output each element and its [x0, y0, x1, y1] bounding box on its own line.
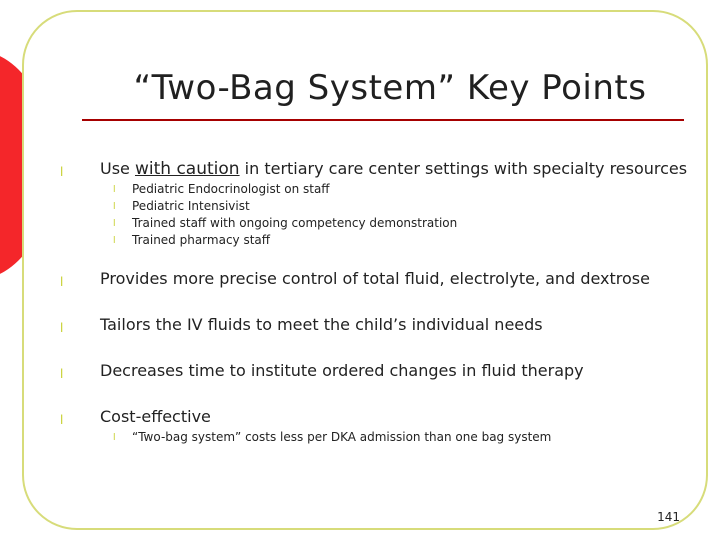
- bullet-icon: l: [60, 275, 64, 289]
- bullet-1-pre: Use: [100, 159, 135, 178]
- title-underline: [82, 119, 684, 121]
- sub-item-1-2: Pediatric Intensivist: [132, 199, 250, 213]
- bullet-item-2: Provides more precise control of total fluid, electrolyte, and dextrose: [100, 269, 650, 288]
- sub-item-1-4: Trained pharmacy staff: [132, 233, 271, 247]
- sub-bullet-icon: l: [113, 236, 116, 246]
- bullet-item-1: [100, 160, 687, 178]
- bullet-1-emphasis: with caution: [134, 159, 240, 179]
- bullet-1-post: in tertiary care center settings with specialty resources: [239, 159, 688, 178]
- sub-bullet-icon: l: [113, 433, 116, 443]
- sub-bullet-icon: l: [113, 185, 116, 195]
- bullet-item-5: Cost-effective: [100, 407, 211, 426]
- sub-bullet-icon: l: [113, 202, 116, 212]
- page-number: 141: [657, 510, 680, 524]
- sub-item-1-1: Pediatric Endocrinologist on staff: [132, 182, 330, 196]
- bullet-icon: l: [60, 165, 64, 179]
- sub-item-1-3: Trained staff with ongoing competency demonstration: [132, 216, 458, 230]
- slide-title: “Two-Bag System” Key Points: [133, 68, 647, 108]
- sub-bullet-icon: l: [113, 219, 116, 229]
- bullet-icon: l: [60, 413, 64, 427]
- bullet-icon: l: [60, 321, 64, 335]
- sub-item-5-1: “Two-bag system” costs less per DKA admission than one bag system: [132, 430, 552, 444]
- bullet-item-3: Tailors the IV fluids to meet the child’s individual needs: [100, 315, 543, 334]
- bullet-item-4: Decreases time to institute ordered changes in fluid therapy: [100, 361, 584, 380]
- bullet-icon: l: [60, 367, 64, 381]
